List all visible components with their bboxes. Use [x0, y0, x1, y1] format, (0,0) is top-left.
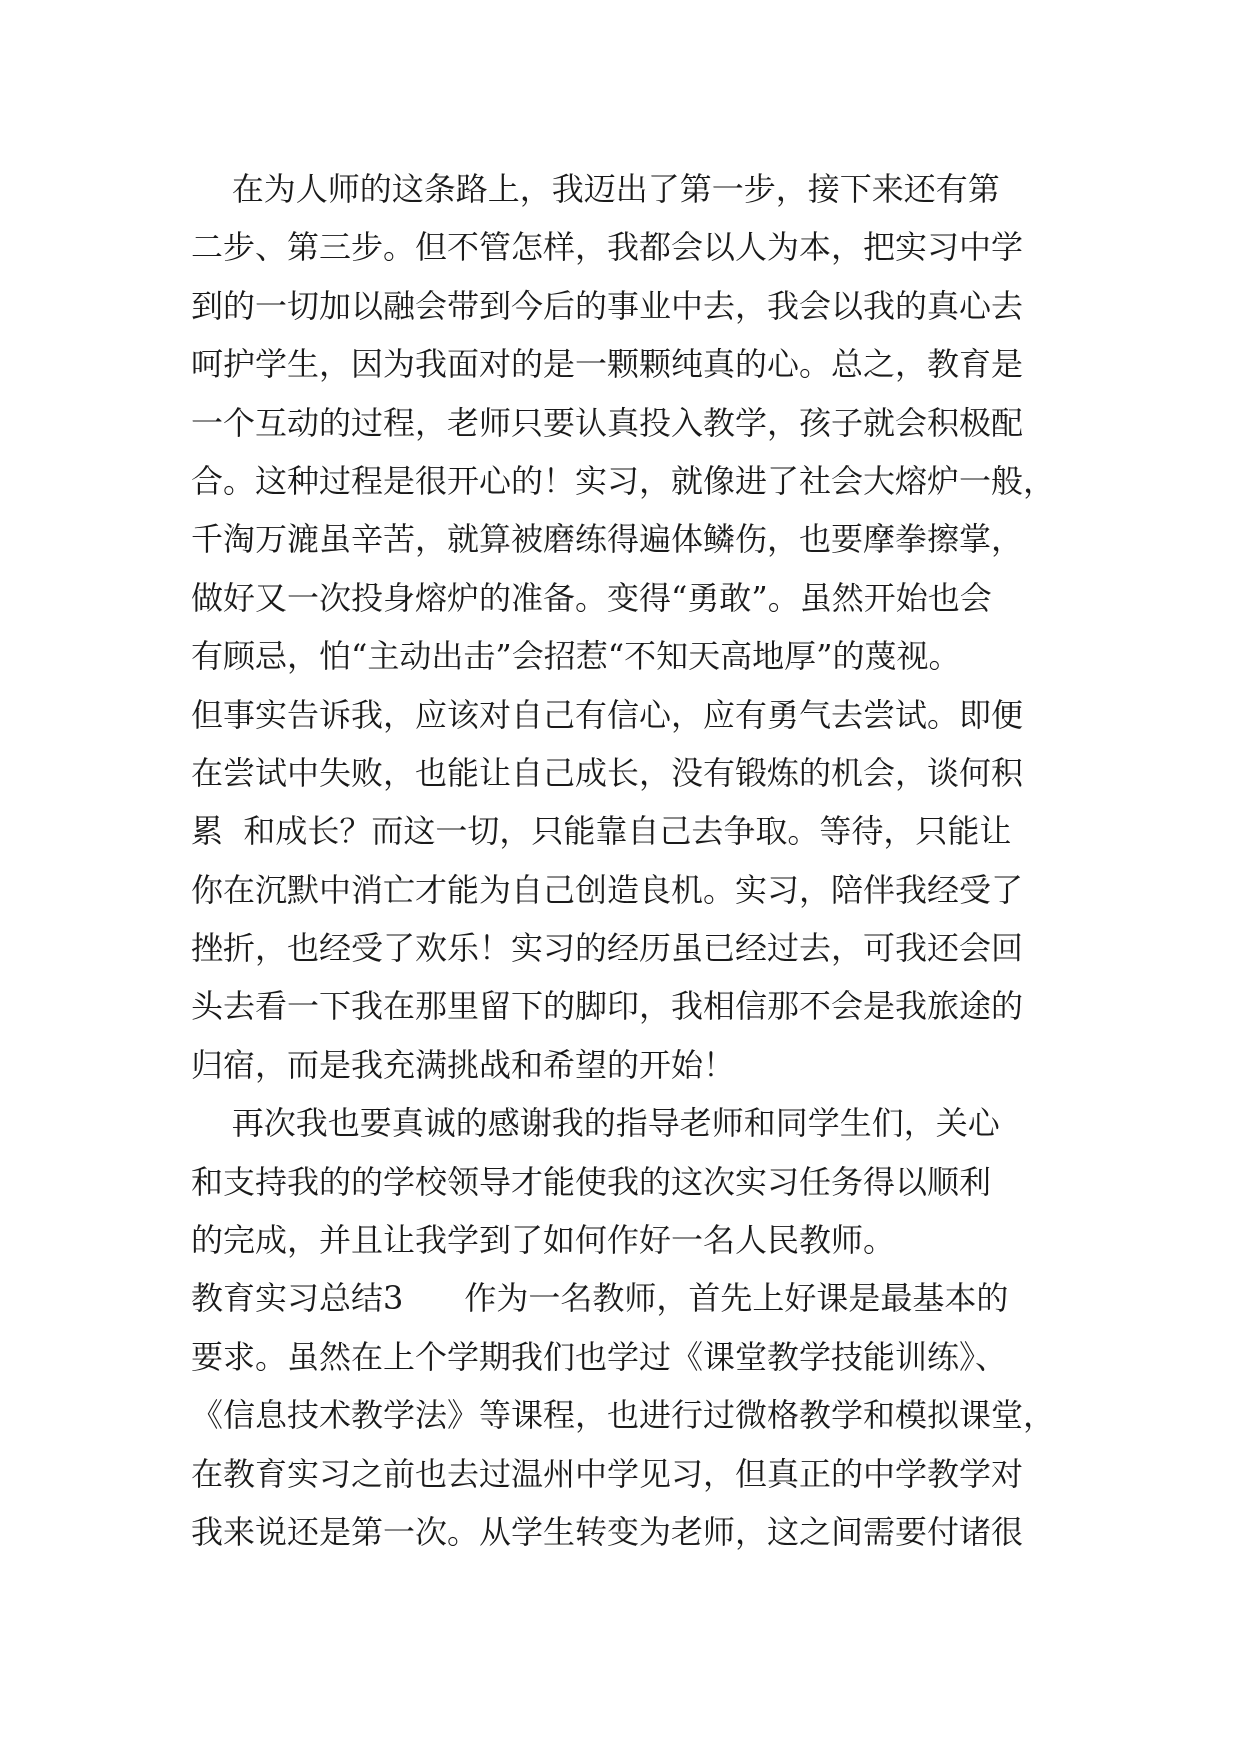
text-line: 呵护学生，因为我面对的是一颗颗纯真的心。总之，教育是	[191, 345, 1024, 384]
section-heading-line: 教育实习总结3 作为一名教师，首先上好课是最基本的	[191, 1279, 1009, 1318]
text-line: 做好又一次投身熔炉的准备。变得“勇敢”。虽然开始也会	[191, 578, 992, 617]
text-line: 二步、第三步。但不管怎样，我都会以人为本，把实习中学	[191, 228, 1024, 267]
text-line: 一个互动的过程，老师只要认真投入教学，孩子就会积极配	[191, 403, 1024, 442]
text-line: 和支持我的的学校领导才能使我的这次实习任务得以顺利	[191, 1162, 992, 1201]
text-line: 到的一切加以融会带到今后的事业中去，我会以我的真心去	[191, 286, 1024, 325]
text-line: 在教育实习之前也去过温州中学见习，但真正的中学教学对	[191, 1454, 1024, 1493]
text-line: 千淘万漉虽辛苦，就算被磨练得遍体鳞伤，也要摩拳擦掌，	[191, 520, 1024, 559]
text-line: 我来说还是第一次。从学生转变为老师，这之间需要付诸很	[191, 1512, 1024, 1551]
text-line: 在尝试中失败，也能让自己成长，没有锻炼的机会，谈何积	[191, 753, 1024, 792]
text-line: 有顾忌，怕“主动出击”会招惹“不知天高地厚”的蔑视。	[191, 637, 961, 676]
text-line: 《信息技术教学法》等课程，也进行过微格教学和模拟课堂，	[191, 1396, 1056, 1435]
text-line: 挫折，也经受了欢乐！实习的经历虽已经过去，可我还会回	[191, 929, 1024, 968]
body-text	[191, 160, 1071, 1561]
text-line: 再次我也要真诚的感谢我的指导老师和同学生们，关心	[191, 1104, 1000, 1143]
text-line: 累 和成长？而这一切，只能靠自己去争取。等待，只能让	[191, 812, 1012, 851]
text-line: 你在沉默中消亡才能为自己创造良机。实习，陪伴我经受了	[191, 870, 1024, 909]
text-line: 但事实告诉我，应该对自己有信心，应有勇气去尝试。即便	[191, 695, 1024, 734]
text-line: 合。这种过程是很开心的！实习，就像进了社会大熔炉一般，	[191, 461, 1056, 500]
text-line: 的完成，并且让我学到了如何作好一名人民教师。	[191, 1221, 896, 1260]
text-line: 在为人师的这条路上，我迈出了第一步，接下来还有第	[191, 170, 1000, 208]
text-line: 头去看一下我在那里留下的脚印，我相信那不会是我旅途的	[191, 987, 1024, 1026]
text-line: 要求。虽然在上个学期我们也学过《课堂教学技能训练》、	[191, 1337, 1008, 1376]
text-line: 归宿，而是我充满挑战和希望的开始！	[191, 1045, 736, 1084]
